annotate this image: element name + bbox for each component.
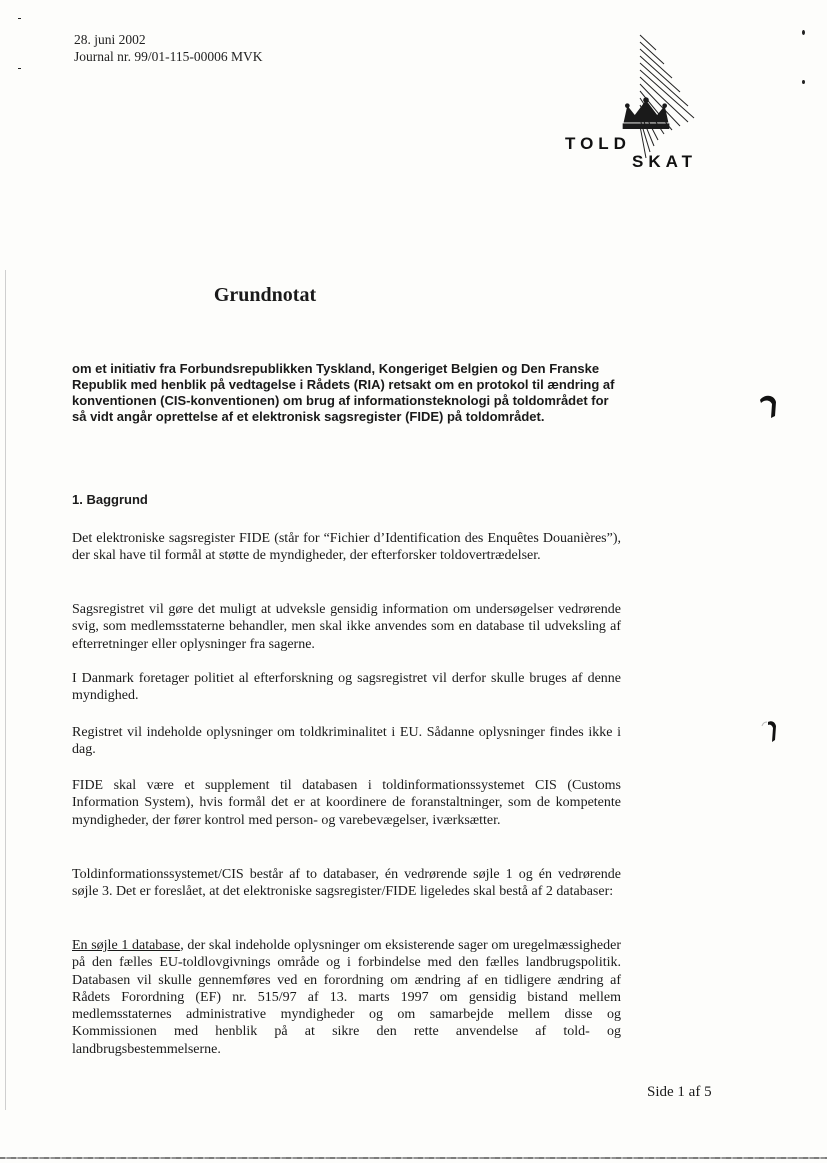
paragraph-3: I Danmark foretager politiet al efterforskning og sagsregistret vil derfor skulle bruges af denne myndighed.: [72, 671, 621, 704]
document-subtitle: om et initiativ fra Forbundsrepublikken Tyskland, Kongeriget Belgien og Den Franske Republik med henblik på vedtagelse i Rådets (RIA) retsakt om en protokol til ændring af konventionen (CIS-konventionen) om brug af informationsteknologi på toldområdet for så vidt angår oprettelse af et elektronisk sagsregister (FIDE) på toldområdet.: [72, 361, 615, 424]
logo-word-skat: SKAT: [632, 152, 698, 171]
paragraph-5: FIDE skal være et supplement til databasen i toldinformationssystemet CIS (Customs Information System), hvis formål det er at koordinere de foranstaltninger, som de kompetente myndigheder, der fører kontrol med person- og varebevægelser, iværksætter.: [72, 778, 621, 828]
paragraph-7-body: , der skal indeholde oplysninger om eksisterende sager om uregelmæssigheder på den fælles EU-toldlovgivnings område og i forbindelse med den fælles landbrugspolitik. Databasen vil skulle gennemføres ved en forordning om ændring af en tidligere ændring af Rådets Forordning (EF) nr. 515/97 af 13. marts 1997 om gensidig bistand mellem medlemsstaternes administrative myndigheder og om samarbejde mellem disse og Kommissionen med henblik på at sikre den rette anvendelse af told- og landbrugsbestemmelserne.: [72, 938, 621, 1057]
scan-speck: [802, 80, 805, 84]
binder-hole-mark: [756, 392, 780, 422]
scan-speck: [18, 68, 21, 69]
binder-hole-mark: [758, 716, 782, 746]
paragraph-1: Det elektroniske sagsregister FIDE (står for “Fichier d’Identification des Enquêtes Douanières”), der skal have til formål at støtte de myndigheder, der efterforsker toldovertrædelser.: [72, 531, 621, 564]
paragraph-4: Registret vil indeholde oplysninger om toldkriminalitet i EU. Sådanne oplysninger findes ikke i dag.: [72, 725, 621, 758]
paragraph-7: [72, 937, 621, 1058]
scan-speck: [802, 30, 805, 35]
document-header: [74, 31, 263, 65]
page-number: Side 1 af 5: [647, 1084, 712, 1100]
paragraph-2: Sagsregistret vil gøre det muligt at udveksle gensidig information om undersøgelser vedrørende svig, som medlemsstaterne behandler, men skal ikke anvendes som en database til udveksling af efterretninger eller oplysninger fra sagerne.: [72, 602, 621, 652]
paragraph-6: Toldinformationssystemet/CIS består af to databaser, én vedrørende søjle 1 og én vedrørende søjle 3. Det er foreslået, at det elektroniske sagsregister/FIDE ligeledes skal bestå af 2 databaser:: [72, 867, 621, 900]
section-heading: 1. Baggrund: [72, 492, 148, 507]
logo-word-told: TOLD: [565, 134, 631, 153]
scan-bottom-edge: [0, 1157, 827, 1159]
scan-speck: [18, 18, 21, 19]
journal-number: Journal nr. 99/01-115-00006 MVK: [74, 49, 263, 64]
toldskat-logo: [560, 30, 740, 180]
document-date: 28. juni 2002: [74, 32, 146, 47]
paragraph-7-lead: En søjle 1 database: [72, 938, 181, 953]
scan-edge-line: [5, 270, 6, 1110]
crown-icon: [618, 96, 674, 134]
document-title: Grundnotat: [213, 284, 317, 306]
